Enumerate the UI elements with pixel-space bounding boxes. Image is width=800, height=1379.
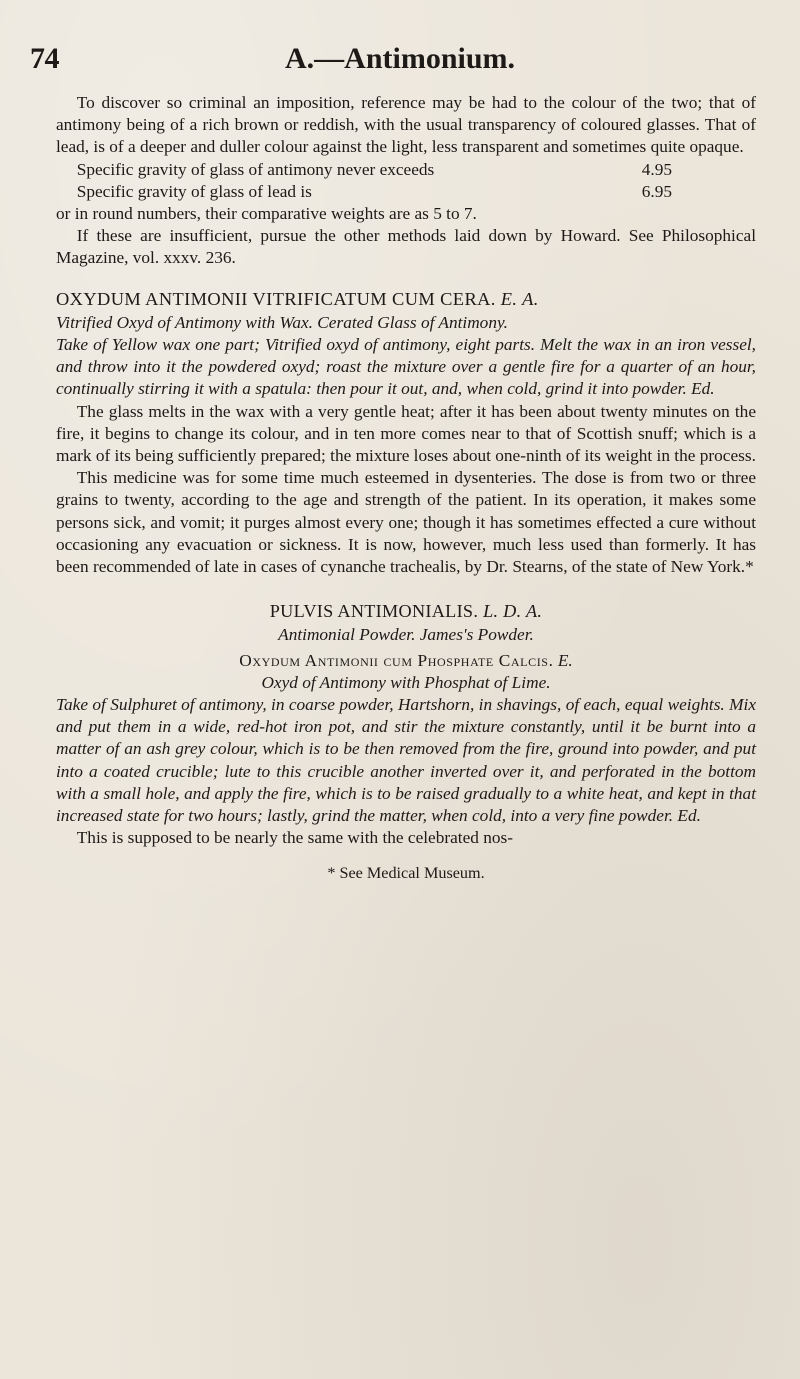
section-alt-subtitle-pulvis: Oxyd of Antimony with Phosphat of Lime.	[261, 672, 551, 692]
spec-gravity-antimony-label: Specific gravity of glass of antimony never exceeds	[76, 159, 435, 179]
section-title-vitrificatum	[56, 288, 756, 310]
section-subtitle-vitrificatum: Vitrified Oxyd of Antimony with Wax. Cerated Glass of Antimony.	[56, 312, 509, 332]
section-alt-title-pulvis-text: Oxydum Antimonii cum Phosphate Calcis.	[239, 650, 554, 670]
section-alt-title-pulvis	[56, 650, 756, 672]
spec-gravity-antimony	[56, 159, 756, 181]
spec-gravity-antimony-value: 4.95	[641, 159, 672, 179]
spec-gravity-lead-value: 6.95	[641, 181, 672, 201]
paragraph-dysenteries: This medicine was for some time much esteemed in dysenteries. The dose is from two or three grains to twenty, according to the age and strength of the patient. In its operation, it makes some persons sick, and vomit; it purges almost every one; though it has sometimes effected a cure without occasioning any evacuation or sickness. It is now, however, much less used than formerly. It has been recommended of late in cases of cynanche trachealis, by Dr. Stearns, of the state of New York.*	[56, 468, 756, 577]
section-subtitle-pulvis: Antimonial Powder. James's Powder.	[278, 625, 534, 645]
section-title-vitrificatum-ref: E. A.	[500, 288, 539, 309]
running-head: A.—Antimonium.	[284, 42, 516, 75]
paragraph-glass-melts: The glass melts in the wax with a very gentle heat; after it has been about twenty minutes on the fire, it begins to change its colour, and in ten more comes near to that of Scottish snuff; which is a mark of its being sufficiently prepared; the mixture loses about one-ninth of its weight in the process.	[56, 401, 756, 466]
spec-gravity-lead	[56, 181, 756, 203]
section-title-vitrificatum-text: OXYDUM ANTIMONII VITRIFICATUM CUM CERA.	[56, 288, 496, 309]
section-title-pulvis-ref: L. D. A.	[483, 601, 543, 622]
section-alt-title-pulvis-ref: E.	[557, 650, 573, 670]
paragraph-nostrum: This is supposed to be nearly the same with the celebrated nos-	[76, 828, 513, 848]
spec-gravity-lead-label: Specific gravity of glass of lead is	[76, 181, 312, 201]
page-body	[56, 92, 756, 884]
page-number: 74	[30, 42, 59, 75]
paragraph-howard: If these are insufficient, pursue the other methods laid down by Howard. See Philosophical Magazine, vol. xxxv. 236.	[56, 226, 756, 268]
page-header	[30, 42, 770, 76]
recipe-pulvis: Take of Sulphuret of antimony, in coarse powder, Hartshorn, in shavings, of each, equal weights. Mix and put them in a wide, red-hot iron pot, and stir the mixture constantly, until it be burnt into a matter of an ash grey colour, which is to be then removed from the fire, ground into powder, and put into a coated crucible; lute to this crucible another inverted over it, and perforated in the bottom with a small hole, and apply the fire, which is to be raised gradually to a white heat, and kept in that increased state for two hours; lastly, grind the matter, when cold, into a very fine powder. Ed.	[56, 695, 756, 826]
paragraph-imposition: To discover so criminal an imposition, reference may be had to the colour of the two; that of antimony being of a rich brown or reddish, with the usual transparency of coloured glasses. That of lead, is of a deeper and duller colour against the light, less transparent and sometimes quite opaque.	[56, 93, 756, 157]
footnote: * See Medical Museum.	[327, 863, 485, 882]
section-title-pulvis-text: PULVIS ANTIMONIALIS.	[269, 601, 479, 622]
paragraph-round-numbers: or in round numbers, their comparative weights are as 5 to 7.	[56, 204, 477, 224]
section-title-pulvis	[56, 600, 756, 622]
recipe-vitrificatum: Take of Yellow wax one part; Vitrified oxyd of antimony, eight parts. Melt the wax in an iron vessel, and throw into it the powdered oxyd; roast the mixture over a gentle fire for a quarter of an hour, continually stirring it with a spatula: then pour it out, and, when cold, grind it into powder. Ed.	[56, 335, 756, 399]
